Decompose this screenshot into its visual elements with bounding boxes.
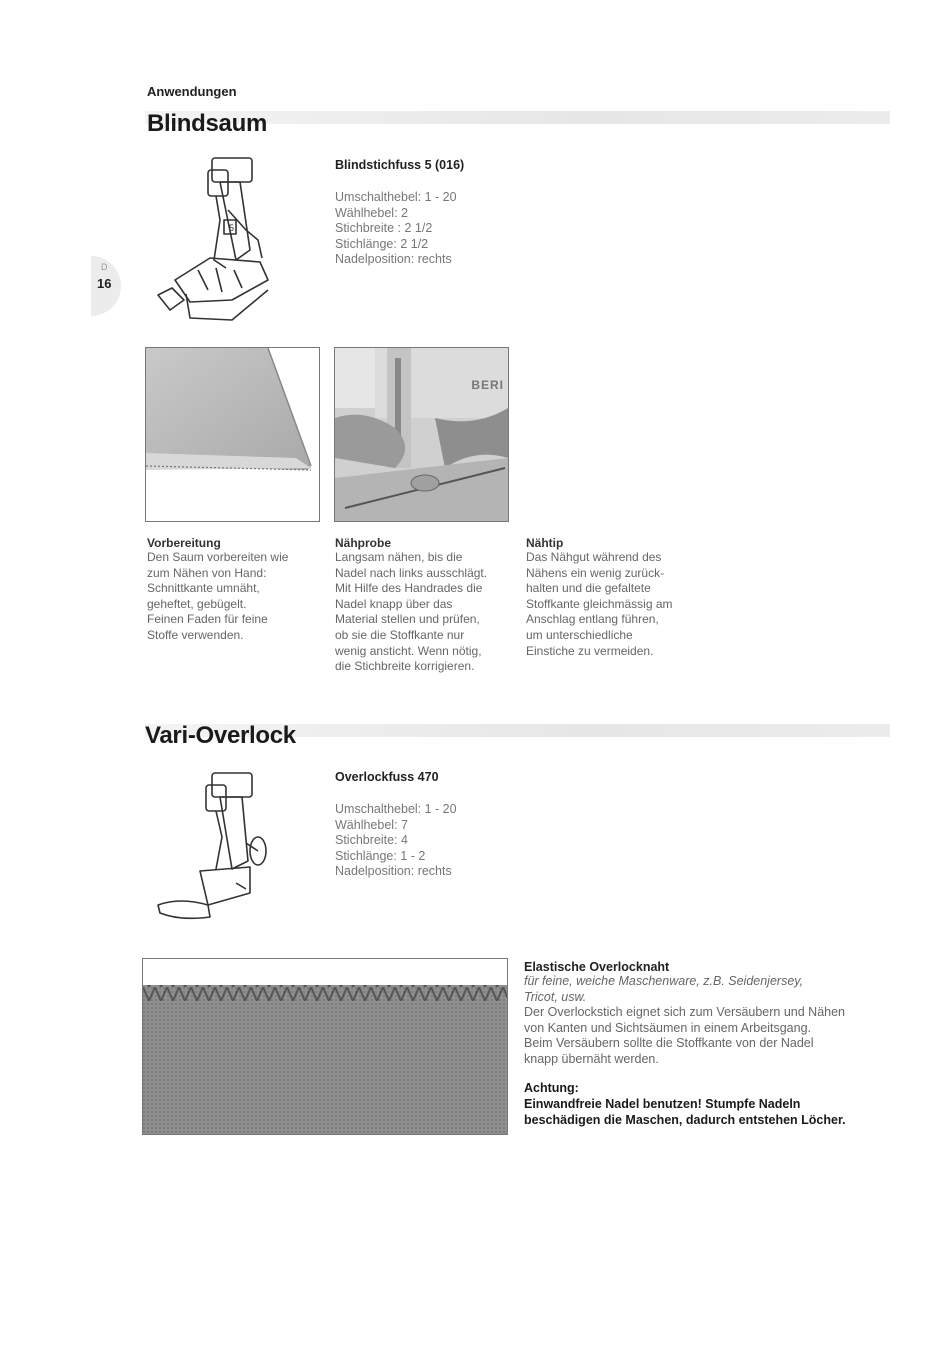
warning-title: Achtung: — [524, 1080, 579, 1095]
svg-text:5: 5 — [229, 223, 235, 233]
text-line: Einstiche zu vermeiden. — [526, 643, 654, 658]
text-line: Material stellen und prüfen, — [335, 612, 480, 627]
text-line: wenig ansticht. Wenn nötig, — [335, 643, 482, 658]
setting-line: Wählhebel: 2 — [335, 205, 408, 220]
text-line: für feine, weiche Maschenware, z.B. Seidenjersey, — [524, 974, 804, 988]
column-vorbereitung — [147, 536, 322, 644]
overlock-body-text — [524, 1005, 904, 1067]
seam-title: Elastische Overlocknaht — [524, 960, 670, 974]
text-line: Den Saum vorbereiten wie — [147, 550, 289, 564]
setting-line: Nadelposition: rechts — [335, 252, 452, 267]
text-line: zum Nähen von Hand: — [147, 565, 267, 580]
column-heading: Nähtip — [526, 536, 564, 550]
column-heading: Vorbereitung — [147, 536, 221, 550]
section-kicker: Anwendungen — [147, 84, 237, 99]
text-line: Mit Hilfe des Handrades die — [335, 581, 483, 596]
overlock-settings — [335, 802, 457, 880]
column-text — [526, 550, 711, 659]
text-line: ob sie die Stoffkante nur — [335, 627, 465, 642]
text-line: von Kanten und Sichtsäumen in einem Arbeitsgang. — [524, 1020, 811, 1035]
setting-line: Stichbreite : 2 1/2 — [335, 221, 433, 236]
sewing-sample-photo — [334, 347, 509, 522]
machine-brand-label: BERI — [471, 378, 504, 392]
column-text — [147, 550, 322, 644]
blindstich-foot-name: Blindstichfuss 5 (016) — [335, 158, 465, 172]
text-line: geheftet, gebügelt. — [147, 596, 247, 611]
text-line: Stoffe verwenden. — [147, 627, 244, 642]
overlock-description — [524, 960, 904, 1128]
blindstich-foot-illustration — [150, 150, 280, 325]
text-line: Anschlag entlang führen, — [526, 612, 659, 627]
overlock-foot-name: Overlockfuss 470 — [335, 770, 439, 784]
side-letter: D — [101, 262, 108, 272]
text-line: Langsam nähen, bis die — [335, 550, 463, 564]
overlock-seam-photo — [142, 958, 508, 1135]
column-heading: Nähprobe — [335, 536, 392, 550]
text-line: Nähens ein wenig zurück- — [526, 565, 665, 580]
setting-line: Stichlänge: 1 - 2 — [335, 848, 426, 863]
hem-preparation-photo — [145, 347, 320, 522]
warning-text — [524, 1096, 904, 1128]
text-line: Nadel knapp über das — [335, 596, 453, 611]
overlock-foot-illustration — [150, 765, 280, 925]
text-line: um unterschiedliche — [526, 627, 633, 642]
text-line: Schnittkante umnäht, — [147, 581, 260, 596]
text-line: Das Nähgut während des — [526, 550, 662, 564]
setting-line: Umschalthebel: 1 - 20 — [335, 802, 457, 816]
text-line: Einwandfreie Nadel benutzen! Stumpfe Nadeln — [524, 1096, 801, 1111]
page-number: 16 — [97, 276, 112, 291]
text-line: Der Overlockstich eignet sich zum Versäubern und Nähen — [524, 1005, 845, 1020]
blindsaum-title: Blindsaum — [147, 110, 267, 137]
column-naehprobe — [335, 536, 515, 675]
setting-line: Umschalthebel: 1 - 20 — [335, 190, 457, 204]
text-line: Feinen Faden für feine — [147, 612, 268, 627]
text-line: Stoffkante gleichmässig am — [526, 596, 673, 611]
setting-line: Stichlänge: 2 1/2 — [335, 236, 429, 251]
setting-line: Nadelposition: rechts — [335, 864, 452, 879]
overlock-title: Vari-Overlock — [145, 722, 296, 749]
fabric-note — [524, 974, 904, 1005]
text-line: knapp übernäht werden. — [524, 1051, 659, 1066]
text-line: Tricot, usw. — [524, 989, 587, 1004]
text-line: Nadel nach links ausschlägt. — [335, 565, 488, 580]
text-line: halten und die gefaltete — [526, 581, 651, 596]
text-line: die Stichbreite korrigieren. — [335, 659, 475, 674]
column-text — [335, 550, 515, 675]
setting-line: Wählhebel: 7 — [335, 817, 408, 832]
text-line: beschädigen die Maschen, dadurch entstehen Löcher. — [524, 1112, 846, 1127]
column-naehtip — [526, 536, 711, 659]
blindstich-settings — [335, 190, 457, 268]
setting-line: Stichbreite: 4 — [335, 833, 408, 848]
text-line: Beim Versäubern sollte die Stoffkante von der Nadel — [524, 1036, 814, 1051]
